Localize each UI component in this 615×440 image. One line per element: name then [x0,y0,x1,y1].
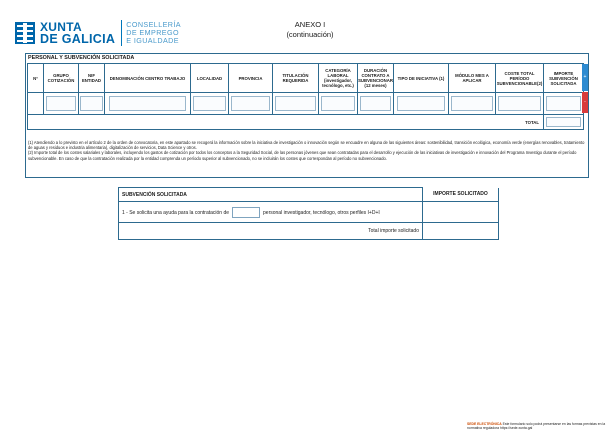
grupo-cotizacion-cell [44,93,79,115]
subvencion-row [119,202,499,223]
conselleria-line1: CONSELLERÍA [126,19,181,29]
col-header: DENOMINACIÓN CENTRO TRABAJO [105,64,191,93]
col-header: Nº [28,64,44,93]
total-importe-cell[interactable] [423,223,499,240]
anexo-heading [270,20,350,40]
personal-subvencion-panel [25,53,589,178]
importe-solicitado-cell[interactable] [423,202,499,223]
col-header: NIF ENTIDAD [79,64,105,93]
total-importe-row [119,223,499,240]
panel1-title: PERSONAL Y SUBVENCIÓN SOLICITADA [28,55,135,61]
conselleria-line3: E IGUALDADE [126,36,179,46]
grupo-cotizacion-input[interactable] [46,96,77,111]
row-text-before: 1 - Se solicita una ayuda para la contratación de [122,209,230,216]
anexo-subtitle: (continuación) [286,30,334,39]
nif-input[interactable] [80,96,103,111]
logo-line1: XUNTA [40,20,82,34]
tipo-iniciativa-select[interactable] [397,96,446,111]
categoria-input[interactable] [321,96,355,111]
total-value-cell [544,115,584,130]
conselleria-line2: DE EMPREGO [126,27,179,37]
centro-trabajo-cell [105,93,191,115]
table-row [28,93,584,115]
col-header: PROVINCIA [229,64,273,93]
page-footer [467,422,615,430]
page-header [0,0,615,55]
categoria-cell [319,93,358,115]
footnotes [28,140,586,161]
footer-text: Este formulario solo podrá presentarse en las formas previstas en la normativa reguladora [467,422,606,430]
conselleria-name [126,21,181,46]
table-header-row [28,64,584,93]
col-header: MÓDULO MES A APLICAR [449,64,496,93]
provincia-select[interactable] [231,96,270,111]
col-header: CATEGORÍA LABORAL (investigador, tecnólogo, etc.) [319,64,358,93]
total-row [28,115,584,130]
anexo-title: ANEXO I [294,20,326,29]
centro-trabajo-input[interactable] [109,96,186,111]
importe-cell [544,93,584,115]
sede-electronica-label: SEDE ELECTRÓNICA [467,422,502,426]
col-header: DURACIÓN CONTRATO A SUBVENCIONAR (12 meses) [358,64,394,93]
importe-solicitado-header: IMPORTE SOLICITADO [423,188,499,202]
footnote-1: (1) Atendiendo a lo previsto en el artículo 2 de la orden de convocatoria, en este apartado se recogerá la información sobre la iniciativa de investigación o innovación según se encuadre en alguna de las siguientes áreas: sostenibilidad, transición ecológica, economía verde (energías renovables, tratamiento de aguas y residuos e industria alimentaria), digitalización de servicios, Data Science y otros. [28,140,585,151]
titulacion-input[interactable] [275,96,316,111]
logo-line2: DE GALICIA [40,32,116,46]
col-header: GRUPO COTIZACIÓN [44,64,79,93]
modulo-cell [449,93,496,115]
duracion-cell [358,93,394,115]
subvencion-description [119,202,423,223]
row-text-after: personal investigador, tecnólogo, otros perfiles I+D+I [263,209,380,216]
col-header: IMPORTE SUBVENCIÓN SOLICITADA [544,64,584,93]
subvencion-title: SUBVENCIÓN SOLICITADA [119,188,423,202]
xunta-logo [14,20,181,46]
col-header: COSTE TOTAL PERÍODO SUBVENCIONABLE(2) [496,64,544,93]
num-contrataciones-input[interactable] [232,207,260,218]
xunta-wordmark [40,21,115,45]
subvencion-header-row [119,188,499,202]
nif-cell [79,93,105,115]
add-row-button[interactable]: + [582,64,588,91]
importe-input[interactable] [546,96,581,111]
subvencion-solicitada-panel [118,187,498,238]
galicia-shield-icon [14,21,36,45]
subvencion-table [118,187,499,240]
col-header: LOCALIDAD [191,64,229,93]
modulo-select[interactable] [451,96,492,111]
titulacion-cell [273,93,319,115]
personal-table [27,63,584,130]
total-label: TOTAL [28,115,544,130]
total-importe-label: Total importe solicitado [119,223,423,240]
col-header: TIPO DE INICIATIVA (1) [394,64,449,93]
localidad-input[interactable] [193,96,226,111]
tipo-iniciativa-cell [394,93,449,115]
duracion-input[interactable] [360,96,392,111]
provincia-cell [229,93,273,115]
logo-divider [121,20,122,46]
footer-url[interactable]: https://sede.xunta.gal [500,426,533,430]
localidad-cell [191,93,229,115]
coste-total-input[interactable] [498,96,540,111]
coste-total-cell [496,93,544,115]
num-cell [28,93,44,115]
total-input[interactable] [546,117,581,127]
footnote-2: (2) Importe total de los costes salariales y laborales, incluyendo los gastos de cotización por todos los conceptos a la Seguridad Social, de las personas jóvenes que sean contratadas para el desarrollo y ejecución de las iniciativas de investigación e innovación del Programa Investigo durante el período subvencionable. En caso de que la contratación realizada por la entidad comprenda un período superior al subvencionado, no se incluirán los costes que correspondan al período no subvencionado. [28,150,577,161]
col-header: TITULACIÓN REQUERIDA [273,64,319,93]
remove-row-button[interactable]: - [582,92,588,113]
